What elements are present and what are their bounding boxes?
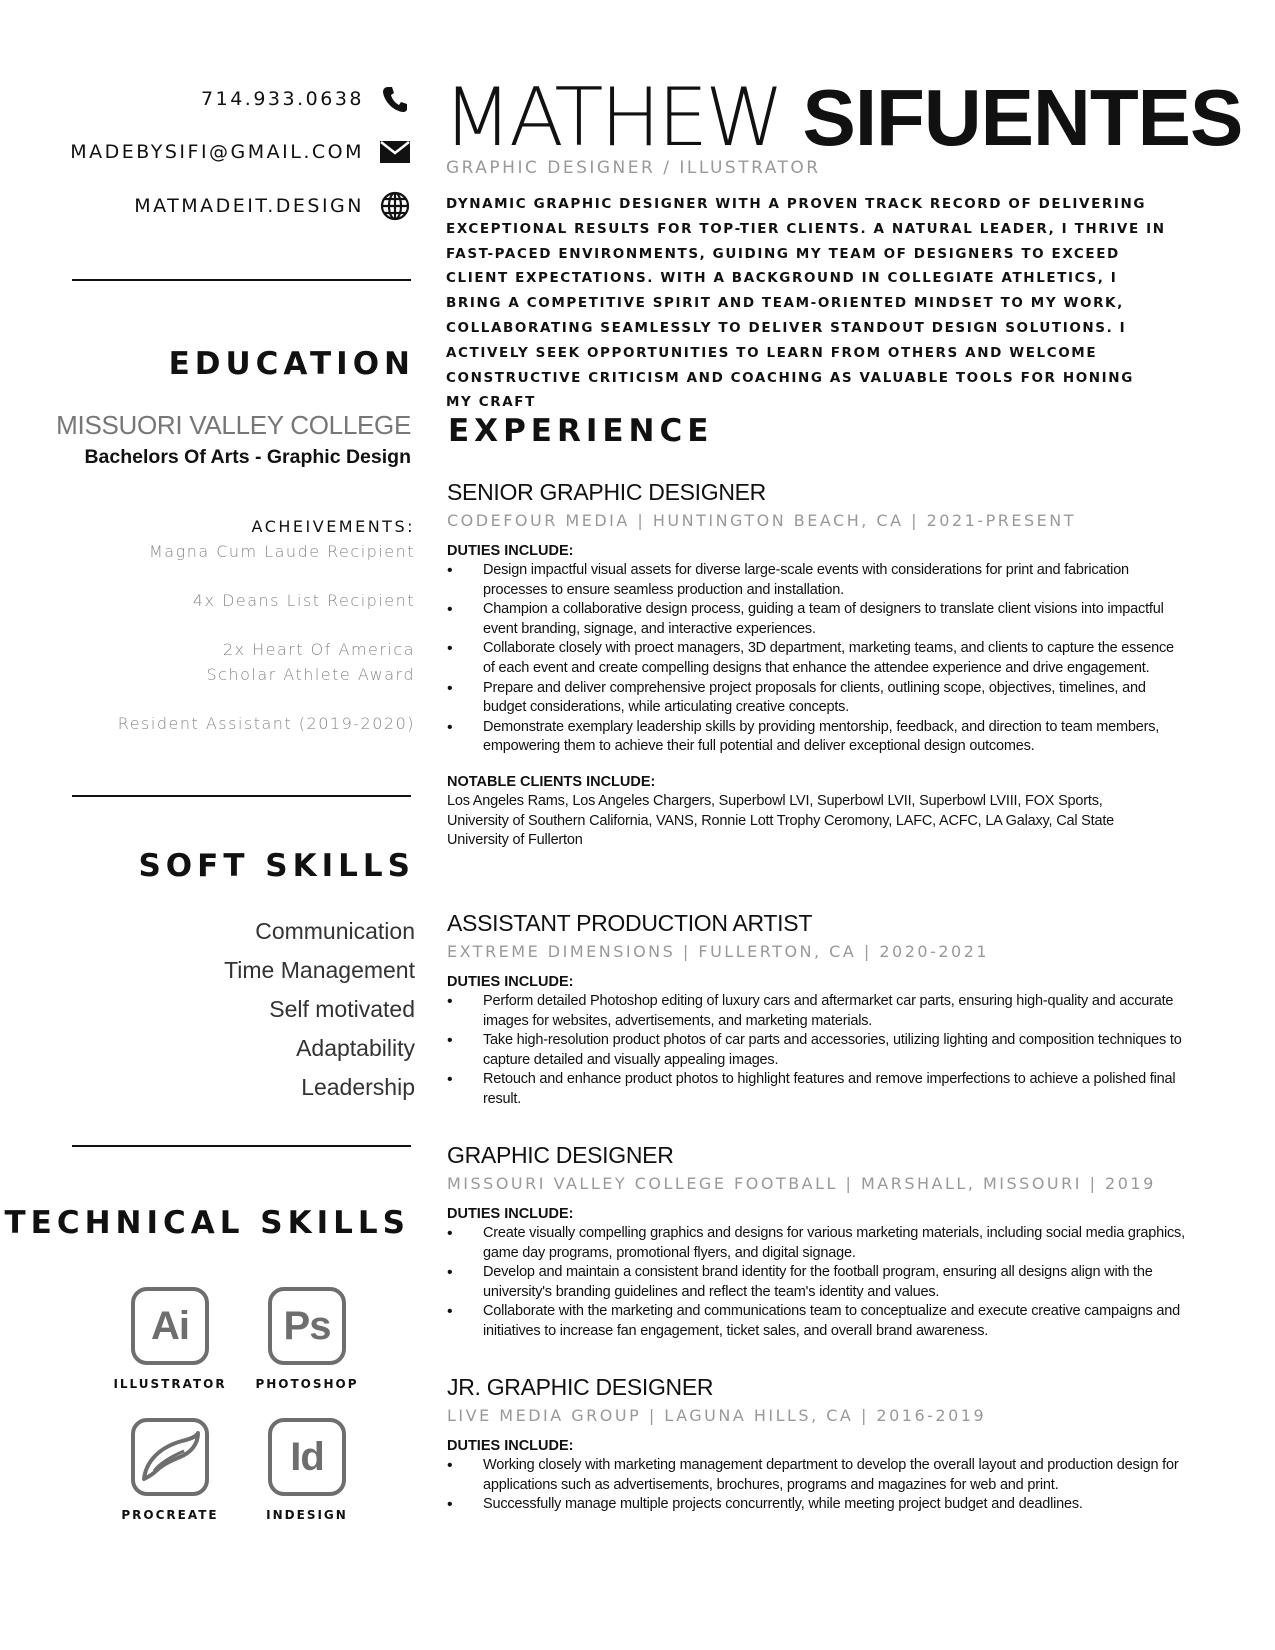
illustrator-glyph: Ai [151,1303,189,1348]
achievement-item: Resident Assistant (2019-2020) [117,714,415,733]
soft-skill-item: Time Management [224,957,415,983]
contact-email-row [70,137,410,167]
duty-item: • Perform detailed Photoshop editing of luxury cars and aftermarket car parts, ensuring high-quality and accurate images for websites, advertisements, and marketing materials. [447,992,1187,1031]
illustrator-icon [131,1287,209,1365]
job-title: GRAPHIC DESIGNER [447,1142,674,1168]
divider-soft-skills [72,1145,411,1147]
duties-label: DUTIES INCLUDE: [447,1438,574,1454]
last-name: SIFUENTES [802,73,1243,162]
duty-item: • Champion a collaborative design process, guiding a team of designers to translate client visions into impactful event branding, signage, and interactive experiences. [447,600,1187,639]
job-title: ASSISTANT PRODUCTION ARTIST [447,910,813,936]
duty-list [447,992,1187,1110]
resume-name [443,72,1242,164]
tool-label: PROCREATE [121,1508,219,1522]
education-degree: Bachelors Of Arts - Graphic Design [84,446,411,468]
soft-skill-item: Leadership [301,1074,415,1100]
duties-label: DUTIES INCLUDE: [447,974,574,990]
contact-website[interactable]: MATMADEIT.DESIGN [134,195,364,217]
job-title: JR. GRAPHIC DESIGNER [447,1374,714,1400]
job-entry [447,1141,1187,1342]
achievement-item: Magna Cum Laude Recipient [148,542,415,561]
duty-item: • Demonstrate exemplary leadership skills by providing mentorship, feedback, and direction to team members, empowering them to achieve their full potential and deliver exceptional design outcomes. [447,718,1187,757]
job-meta: CODEFOUR MEDIA | HUNTINGTON BEACH, CA | 2021-PRESENT [447,511,1076,530]
tool-label: ILLUSTRATOR [113,1377,227,1391]
duty-list [447,1224,1187,1342]
tool-label: PHOTOSHOP [255,1377,359,1391]
duty-item: • Collaborate with the marketing and communications team to conceptualize and execute creative campaigns and initiatives to increase fan engagement, ticket sales, and overall brand awareness. [447,1302,1187,1341]
duty-item: • Successfully manage multiple projects concurrently, while meeting project budget and deadlines. [447,1495,1187,1515]
duty-list [447,1456,1187,1515]
soft-skills-list [95,912,415,1107]
contact-phone-row [201,84,410,114]
contact-email[interactable]: MADEBYSIFI@GMAIL.COM [70,141,364,163]
achievement-item: 2x Heart Of America Scholar Athlete Award [206,640,415,684]
clients-label: NOTABLE CLIENTS INCLUDE: [447,773,656,790]
technical-skills-title: TECHNICAL SKILLS [4,1205,410,1241]
education-title: EDUCATION [168,346,415,382]
divider-education [72,795,411,797]
tool-photoshop [237,1287,377,1391]
duties-label: DUTIES INCLUDE: [447,1206,574,1222]
globe-icon [380,191,410,221]
duty-item: • Develop and maintain a consistent brand identity for the football program, ensuring all designs align with the university's branding guidelines and reflect the team's identity and values. [447,1263,1187,1302]
divider-contact [72,279,411,281]
job-meta: EXTREME DIMENSIONS | FULLERTON, CA | 2020-2021 [447,942,990,961]
tool-label: INDESIGN [266,1508,348,1522]
contact-website-row [134,191,410,221]
job-title: SENIOR GRAPHIC DESIGNER [447,479,766,505]
soft-skill-item: Communication [255,918,415,944]
duty-item: • Design impactful visual assets for diverse large-scale events with considerations for print and fabrication processes to ensure seamless production and installation. [447,561,1187,600]
envelope-icon [380,137,410,167]
achievement-item: 4x Deans List Recipient [192,591,415,610]
indesign-glyph: Id [290,1434,324,1479]
clients-text: Los Angeles Rams, Los Angeles Chargers, Superbowl LVI, Superbowl LVII, Superbowl LVIII, FOX Sports, University of Southern California, VANS, Ronnie Lott Trophy Ceromony, LAFC, ACFC, LA Galaxy, Cal State University of Fullerton [447,792,1115,849]
tool-indesign [237,1418,377,1522]
tool-illustrator [100,1287,240,1391]
education-school: MISSUORI VALLEY COLLEGE [56,410,411,440]
job-meta: LIVE MEDIA GROUP | LAGUNA HILLS, CA | 2016-2019 [447,1406,987,1425]
job-meta: MISSOURI VALLEY COLLEGE FOOTBALL | MARSHALL, MISSOURI | 2019 [447,1174,1156,1193]
job-subtitle: GRAPHIC DESIGNER / ILLUSTRATOR [446,158,821,178]
phone-icon [380,84,410,114]
tool-procreate [100,1418,240,1522]
experience-title: EXPERIENCE [448,413,714,449]
duty-item: • Prepare and deliver comprehensive project proposals for clients, outlining scope, objectives, timelines, and budget considerations, while articulating creative concepts. [447,679,1187,718]
duty-item: • Collaborate closely with proect managers, 3D department, marketing teams, and clients to capture the essence of each event and create compelling designs that enhance the attendee experience and drive engagement. [447,639,1187,678]
duty-item: • Take high-resolution product photos of car parts and accessories, utilizing lighting and composition techniques to capture detailed and visually appealing images. [447,1031,1187,1070]
job-entry [447,909,1187,1110]
duty-item: • Retouch and enhance product photos to highlight features and remove imperfections to achieve a polished final result. [447,1070,1187,1109]
soft-skills-title: SOFT SKILLS [138,848,415,884]
duty-list [447,561,1187,757]
summary-text: DYNAMIC GRAPHIC DESIGNER WITH A PROVEN TRACK RECORD OF DELIVERING EXCEPTIONAL RESULTS FOR TOP-TIER CLIENTS. A NATURAL LEADER, I THRIVE IN FAST-PACED ENVIRONMENTS, GUIDING MY TEAM OF DESIGNERS TO EXCEED CLIENT EXPECTATIONS. WITH A BACKGROUND IN COLLEGIATE ATHLETICS, I BRING A COMPETITIVE SPIRIT AND TEAM-ORIENTED MINDSET TO MY WORK, COLLABORATING SEAMLESSLY TO DELIVER STANDOUT DESIGN SOLUTIONS. I ACTIVELY SEEK OPPORTUNITIES TO LEARN FROM OTHERS AND WELCOME CONSTRUCTIVE CRITICISM AND COACHING AS VALUABLE TOOLS FOR HONING MY CRAFT [446,196,1166,411]
indesign-icon [268,1418,346,1496]
achievements-list [95,539,415,760]
duties-label: DUTIES INCLUDE: [447,543,574,559]
procreate-icon [131,1418,209,1496]
soft-skill-item: Adaptability [296,1035,415,1061]
job-entry [447,1373,1187,1515]
photoshop-glyph: Ps [283,1303,331,1348]
soft-skill-item: Self motivated [269,996,415,1022]
duty-item: • Working closely with marketing management department to develop the overall layout and production design for applications such as advertisements, brochures, programs and magazines for web and print. [447,1456,1187,1495]
photoshop-icon [268,1287,346,1365]
contact-phone[interactable]: 714.933.0638 [201,88,364,110]
first-name: MATHEW [443,71,782,164]
achievements-title: ACHEIVEMENTS: [251,517,415,536]
duty-item: • Create visually compelling graphics and designs for various marketing materials, including social media graphics, game day programs, promotional flyers, and digital signage. [447,1224,1187,1263]
job-entry [447,478,1187,851]
